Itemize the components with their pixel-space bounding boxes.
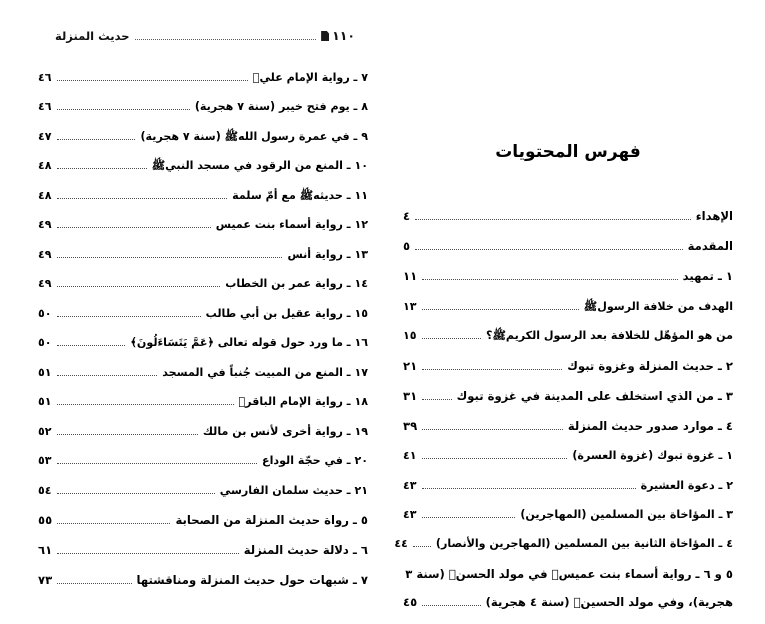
toc-entry[interactable]: [38, 188, 368, 204]
toc-column-right: [394, 70, 733, 624]
toc-entry-wrapped[interactable]: [403, 566, 733, 611]
toc-entry-label: ٣ ـ المؤاخاة بين المسلمين (المهاجرين): [520, 508, 733, 521]
dot-leader: [57, 226, 211, 228]
toc-entry[interactable]: [38, 276, 368, 292]
dot-leader: [57, 315, 201, 317]
toc-entry-label: ٢٠ ـ في حجّة الوداع: [262, 454, 368, 468]
toc-entry-page: ٤٣: [403, 508, 417, 521]
dot-leader: [422, 398, 451, 400]
toc-entry[interactable]: [38, 424, 368, 440]
dot-leader: [57, 522, 170, 524]
toc-entry[interactable]: [38, 572, 368, 589]
dot-leader: [57, 552, 239, 554]
toc-column-left: [38, 70, 368, 603]
toc-entry[interactable]: [38, 394, 368, 410]
toc-entry-page: ٣٩: [403, 418, 418, 433]
toc-entry[interactable]: [403, 448, 733, 464]
toc-entry-label: ٨ ـ يوم فتح خيبر (سنة ٧ هجرية): [194, 100, 368, 114]
toc-entry-page: ٥٥: [38, 513, 53, 528]
toc-entry-label: ١١ ـ حديثهﷺ مع أمّ سلمة: [232, 188, 368, 202]
toc-entry[interactable]: [38, 99, 368, 115]
toc-entry-page: ٤٣: [403, 478, 417, 492]
toc-entry-page: ١١: [403, 269, 418, 284]
toc-entry-label: ٤ ـ المؤاخاة الثانية بين المسلمين (المهاجرين والأنصار): [435, 537, 733, 551]
toc-entry-page: ٤١: [403, 449, 417, 463]
toc-entry-label: من هو المؤهّل للخلافة بعد الرسول الكريمﷺ؟: [486, 329, 733, 343]
toc-entry[interactable]: [38, 365, 368, 381]
toc-entry[interactable]: [403, 328, 733, 344]
dot-leader: [422, 308, 579, 310]
toc-entry[interactable]: [403, 388, 733, 405]
toc-entry-page: ٥٢: [38, 424, 52, 438]
toc-entry-label: ٤ ـ موارد صدور حديث المنزلة: [567, 418, 733, 433]
toc-entry-label: ٩ ـ في عمرة رسول اللهﷺ (سنة ٧ هجرية): [140, 129, 368, 143]
dot-leader: [422, 278, 678, 280]
toc-entry-list-left: [38, 70, 368, 589]
toc-entry-page: ٤٧: [38, 129, 52, 143]
toc-entry-page: ٣١: [403, 388, 418, 403]
dot-leader: [415, 248, 683, 250]
toc-entry-label: ١٩ ـ رواية أخرى لأنس بن مالك: [202, 424, 368, 438]
header-dot-leader: [135, 38, 317, 40]
toc-entry-label: ٧ ـ شبهات حول حديث المنزلة ومناقشتها: [136, 573, 368, 588]
toc-entry-label: المقدمة: [687, 239, 733, 254]
toc-entry[interactable]: [38, 542, 368, 559]
toc-entry-page: ٥١: [38, 395, 52, 409]
toc-entry[interactable]: [38, 70, 368, 86]
toc-entry-label: ١٢ ـ رواية أسماء بنت عميس: [215, 218, 368, 232]
toc-entry-label: الإهداء: [695, 209, 733, 223]
toc-entry[interactable]: [403, 358, 733, 375]
toc-entry[interactable]: [38, 512, 368, 529]
toc-entry-page: ٤: [403, 209, 411, 223]
toc-entry[interactable]: [403, 299, 733, 315]
toc-entry-label-cont: هجرية)، وفي مولد الحسينؓ (سنة ٤ هجرية): [485, 594, 733, 609]
toc-entry-label: ٦ ـ دلالة حديث المنزلة: [243, 543, 368, 558]
toc-entry-label: ٥ و ٦ ـ رواية أسماء بنت عميسؓ في مولد الحسنؓ (سنة ٣: [405, 566, 733, 581]
toc-entry-label: ١٣ ـ رواية أنس: [287, 247, 368, 261]
toc-entry-page: ٤٦: [38, 71, 52, 84]
dot-leader: [57, 403, 234, 405]
toc-entry-label: ٢١ ـ حديث سلمان الفارسي: [219, 483, 368, 497]
toc-entry[interactable]: [403, 418, 733, 435]
toc-entry[interactable]: [403, 507, 733, 523]
toc-entry[interactable]: [38, 129, 368, 145]
toc-entry-page: ٤٤: [394, 537, 408, 551]
toc-entry-page: ٤٩: [38, 277, 52, 291]
dot-leader: [413, 545, 431, 547]
dot-leader: [57, 79, 248, 81]
toc-entry-page: ١٥: [403, 329, 417, 343]
dot-leader: [57, 256, 283, 258]
dot-leader: [57, 344, 126, 346]
dot-leader: [57, 197, 228, 199]
toc-entry-list-right: [394, 208, 733, 553]
toc-entry[interactable]: [403, 238, 733, 255]
toc-entry-page: ٤٩: [38, 247, 52, 261]
toc-entry-page: ٢١: [403, 358, 418, 373]
toc-entry[interactable]: [394, 536, 733, 552]
header-page-number: ١١٠: [332, 28, 355, 43]
toc-entry-label: ١ ـ غزوة تبوك (غزوة العسرة): [572, 449, 733, 463]
toc-entry[interactable]: [38, 483, 368, 499]
toc-entry-label: ٢ ـ حديث المنزلة وغزوة تبوك: [567, 358, 733, 373]
toc-entry-page: ٥٤: [38, 483, 52, 497]
toc-entry-label: ١٤ ـ رواية عمر بن الخطاب: [225, 277, 368, 291]
toc-entry[interactable]: [38, 335, 368, 351]
dot-leader: [57, 433, 198, 435]
toc-entry-label: ٢ ـ دعوة العشيرة: [640, 478, 733, 492]
dot-leader: [422, 487, 636, 489]
toc-entry[interactable]: [38, 217, 368, 233]
toc-entry-label: ١٧ ـ المنع من المبيت جُنباً في المسجد: [162, 365, 368, 379]
page-title: فهرس المحتويات: [495, 142, 641, 162]
toc-entry-label: ٥ ـ رواة حديث المنزلة من الصحابة: [175, 513, 368, 528]
toc-entry-label: الهدف من خلافة الرسولﷺ: [583, 299, 733, 313]
toc-entry[interactable]: [38, 247, 368, 263]
header-book-title: حديث المنزلة: [55, 29, 130, 43]
toc-entry[interactable]: [403, 208, 733, 225]
running-header: [55, 28, 355, 52]
toc-entry[interactable]: [38, 306, 368, 322]
dot-leader: [57, 167, 147, 169]
dot-leader: [57, 285, 221, 287]
toc-entry-page: ٤٨: [38, 188, 52, 202]
toc-entry-label: ٣ ـ من الذي استخلف على المدينة في غزوة تبوك: [456, 388, 733, 403]
toc-entry-label: ٧ ـ رواية الإمام عليؓ: [252, 71, 368, 84]
dot-leader: [422, 337, 482, 339]
toc-entry-page: ٤٨: [38, 159, 52, 173]
toc-entry-page: ٥٠: [38, 306, 52, 320]
toc-entry-page: ٤٩: [38, 218, 52, 232]
toc-entry-label: ١٨ ـ رواية الإمام الباقرؓ: [238, 395, 368, 409]
toc-entry-page: ١٣: [403, 299, 417, 313]
dot-leader: [422, 516, 516, 518]
dot-leader: [422, 368, 562, 370]
toc-entry-page: ٤٦: [38, 100, 52, 114]
toc-entry[interactable]: [403, 478, 733, 494]
toc-entry-page: ٧٣: [38, 573, 53, 588]
toc-columns: [0, 70, 765, 609]
toc-entry[interactable]: [38, 158, 368, 174]
toc-entry-page: ٦١: [38, 543, 53, 558]
toc-entry-label: ١٦ ـ ما ورد حول قوله تعالى ﴿عَمَّ يَتَسَاءَلُونَ﴾: [130, 336, 368, 350]
dot-leader: [57, 374, 158, 376]
toc-entry-label: ١٥ ـ رواية عقيل بن أبي طالب: [205, 306, 368, 320]
page-icon: [321, 31, 329, 41]
toc-entry-page: ٥: [403, 239, 411, 254]
toc-entry-page: ٥٣: [38, 454, 52, 468]
toc-entry-page: ٥١: [38, 365, 52, 379]
dot-leader: [422, 428, 563, 430]
dot-leader: [57, 582, 131, 584]
toc-entry[interactable]: [403, 268, 733, 285]
dot-leader: [57, 492, 215, 494]
dot-leader: [422, 604, 480, 606]
dot-leader: [57, 462, 257, 464]
dot-leader: [57, 108, 190, 110]
toc-entry-label: ١٠ ـ المنع من الرقود في مسجد النبيﷺ: [151, 159, 368, 173]
toc-entry[interactable]: [38, 453, 368, 469]
dot-leader: [415, 218, 691, 220]
toc-entry-page: ٥٠: [38, 336, 52, 350]
dot-leader: [57, 138, 136, 140]
toc-entry-page: ٤٥: [403, 594, 418, 609]
toc-entry-label: ١ ـ تمهيد: [682, 269, 733, 284]
dot-leader: [422, 457, 568, 459]
